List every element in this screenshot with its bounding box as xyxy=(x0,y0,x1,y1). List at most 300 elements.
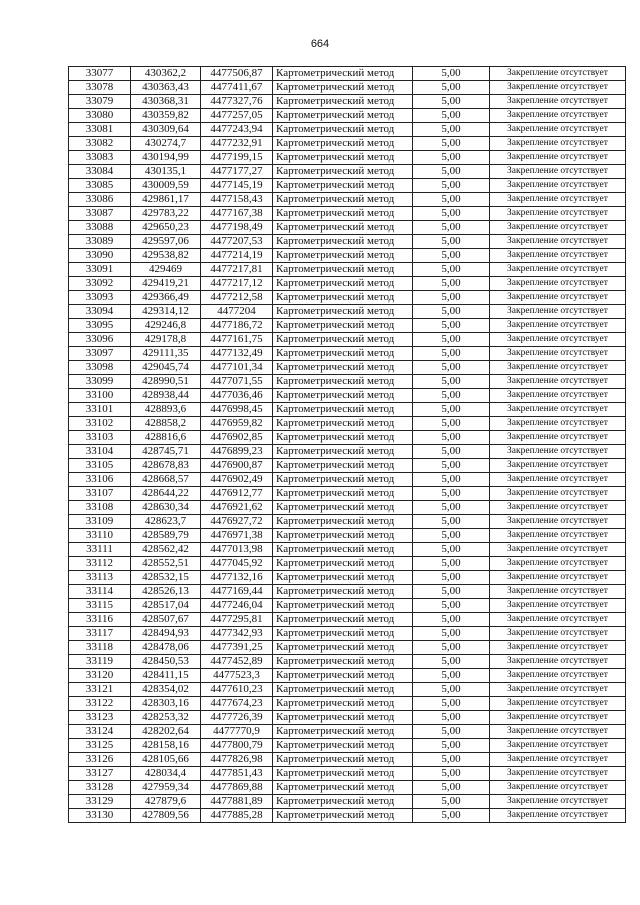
accuracy-cell: 5,00 xyxy=(413,319,490,333)
x-coordinate-cell: 429178,8 xyxy=(131,333,201,347)
method-cell: Картометрический метод xyxy=(273,501,413,515)
fixation-note-cell: Закрепление отсутствует xyxy=(490,389,626,403)
table-row xyxy=(69,235,626,249)
fixation-note-cell: Закрепление отсутствует xyxy=(490,67,626,81)
point-number-cell: 33125 xyxy=(69,739,131,753)
y-coordinate-cell: 4476899,23 xyxy=(201,445,273,459)
table-row xyxy=(69,725,626,739)
table-row xyxy=(69,473,626,487)
point-number-cell: 33110 xyxy=(69,529,131,543)
x-coordinate-cell: 430135,1 xyxy=(131,165,201,179)
fixation-note-cell: Закрепление отсутствует xyxy=(490,375,626,389)
x-coordinate-cell: 428552,51 xyxy=(131,557,201,571)
y-coordinate-cell: 4477167,38 xyxy=(201,207,273,221)
accuracy-cell: 5,00 xyxy=(413,291,490,305)
fixation-note-cell: Закрепление отсутствует xyxy=(490,81,626,95)
table-row xyxy=(69,641,626,655)
y-coordinate-cell: 4477411,67 xyxy=(201,81,273,95)
fixation-note-cell: Закрепление отсутствует xyxy=(490,333,626,347)
accuracy-cell: 5,00 xyxy=(413,599,490,613)
table-row xyxy=(69,487,626,501)
table-row xyxy=(69,81,626,95)
method-cell: Картометрический метод xyxy=(273,557,413,571)
table-row xyxy=(69,291,626,305)
fixation-note-cell: Закрепление отсутствует xyxy=(490,417,626,431)
accuracy-cell: 5,00 xyxy=(413,277,490,291)
fixation-note-cell: Закрепление отсутствует xyxy=(490,193,626,207)
x-coordinate-cell: 428105,66 xyxy=(131,753,201,767)
x-coordinate-cell: 429469 xyxy=(131,263,201,277)
point-number-cell: 33128 xyxy=(69,781,131,795)
point-number-cell: 33081 xyxy=(69,123,131,137)
point-number-cell: 33097 xyxy=(69,347,131,361)
method-cell: Картометрический метод xyxy=(273,81,413,95)
table-row xyxy=(69,123,626,137)
accuracy-cell: 5,00 xyxy=(413,683,490,697)
x-coordinate-cell: 428450,53 xyxy=(131,655,201,669)
fixation-note-cell: Закрепление отсутствует xyxy=(490,249,626,263)
method-cell: Картометрический метод xyxy=(273,109,413,123)
fixation-note-cell: Закрепление отсутствует xyxy=(490,683,626,697)
fixation-note-cell: Закрепление отсутствует xyxy=(490,319,626,333)
accuracy-cell: 5,00 xyxy=(413,725,490,739)
point-number-cell: 33089 xyxy=(69,235,131,249)
table-row xyxy=(69,515,626,529)
method-cell: Картометрический метод xyxy=(273,263,413,277)
table-row xyxy=(69,375,626,389)
point-number-cell: 33121 xyxy=(69,683,131,697)
accuracy-cell: 5,00 xyxy=(413,81,490,95)
y-coordinate-cell: 4477217,12 xyxy=(201,277,273,291)
x-coordinate-cell: 427959,34 xyxy=(131,781,201,795)
accuracy-cell: 5,00 xyxy=(413,249,490,263)
method-cell: Картометрический метод xyxy=(273,305,413,319)
accuracy-cell: 5,00 xyxy=(413,487,490,501)
point-number-cell: 33080 xyxy=(69,109,131,123)
accuracy-cell: 5,00 xyxy=(413,193,490,207)
point-number-cell: 33086 xyxy=(69,193,131,207)
x-coordinate-cell: 429111,35 xyxy=(131,347,201,361)
x-coordinate-cell: 429246,8 xyxy=(131,319,201,333)
point-number-cell: 33129 xyxy=(69,795,131,809)
point-number-cell: 33122 xyxy=(69,697,131,711)
accuracy-cell: 5,00 xyxy=(413,641,490,655)
table-row xyxy=(69,683,626,697)
fixation-note-cell: Закрепление отсутствует xyxy=(490,179,626,193)
fixation-note-cell: Закрепление отсутствует xyxy=(490,263,626,277)
point-number-cell: 33124 xyxy=(69,725,131,739)
accuracy-cell: 5,00 xyxy=(413,557,490,571)
table-row xyxy=(69,249,626,263)
fixation-note-cell: Закрепление отсутствует xyxy=(490,781,626,795)
method-cell: Картометрический метод xyxy=(273,571,413,585)
x-coordinate-cell: 427809,56 xyxy=(131,809,201,823)
y-coordinate-cell: 4477158,43 xyxy=(201,193,273,207)
point-number-cell: 33107 xyxy=(69,487,131,501)
accuracy-cell: 5,00 xyxy=(413,809,490,823)
accuracy-cell: 5,00 xyxy=(413,333,490,347)
table-row xyxy=(69,361,626,375)
point-number-cell: 33109 xyxy=(69,515,131,529)
x-coordinate-cell: 429650,23 xyxy=(131,221,201,235)
fixation-note-cell: Закрепление отсутствует xyxy=(490,109,626,123)
point-number-cell: 33111 xyxy=(69,543,131,557)
table-row xyxy=(69,193,626,207)
table-row xyxy=(69,263,626,277)
table-row xyxy=(69,179,626,193)
table-row xyxy=(69,165,626,179)
x-coordinate-cell: 428158,16 xyxy=(131,739,201,753)
x-coordinate-cell: 428668,57 xyxy=(131,473,201,487)
fixation-note-cell: Закрепление отсутствует xyxy=(490,515,626,529)
point-number-cell: 33099 xyxy=(69,375,131,389)
point-number-cell: 33106 xyxy=(69,473,131,487)
table-row xyxy=(69,333,626,347)
point-number-cell: 33100 xyxy=(69,389,131,403)
table-row xyxy=(69,599,626,613)
x-coordinate-cell: 428858,2 xyxy=(131,417,201,431)
y-coordinate-cell: 4477391,25 xyxy=(201,641,273,655)
fixation-note-cell: Закрепление отсутствует xyxy=(490,641,626,655)
accuracy-cell: 5,00 xyxy=(413,543,490,557)
accuracy-cell: 5,00 xyxy=(413,389,490,403)
method-cell: Картометрический метод xyxy=(273,319,413,333)
x-coordinate-cell: 430363,43 xyxy=(131,81,201,95)
point-number-cell: 33116 xyxy=(69,613,131,627)
method-cell: Картометрический метод xyxy=(273,235,413,249)
accuracy-cell: 5,00 xyxy=(413,739,490,753)
point-number-cell: 33112 xyxy=(69,557,131,571)
fixation-note-cell: Закрепление отсутствует xyxy=(490,613,626,627)
method-cell: Картометрический метод xyxy=(273,67,413,81)
x-coordinate-cell: 428990,51 xyxy=(131,375,201,389)
y-coordinate-cell: 4477212,58 xyxy=(201,291,273,305)
fixation-note-cell: Закрепление отсутствует xyxy=(490,725,626,739)
point-number-cell: 33123 xyxy=(69,711,131,725)
y-coordinate-cell: 4477036,46 xyxy=(201,389,273,403)
accuracy-cell: 5,00 xyxy=(413,95,490,109)
table-row xyxy=(69,389,626,403)
fixation-note-cell: Закрепление отсутствует xyxy=(490,697,626,711)
point-number-cell: 33096 xyxy=(69,333,131,347)
table-row xyxy=(69,277,626,291)
point-number-cell: 33087 xyxy=(69,207,131,221)
method-cell: Картометрический метод xyxy=(273,417,413,431)
accuracy-cell: 5,00 xyxy=(413,431,490,445)
point-number-cell: 33094 xyxy=(69,305,131,319)
point-number-cell: 33120 xyxy=(69,669,131,683)
y-coordinate-cell: 4477169,44 xyxy=(201,585,273,599)
method-cell: Картометрический метод xyxy=(273,711,413,725)
accuracy-cell: 5,00 xyxy=(413,501,490,515)
y-coordinate-cell: 4477132,16 xyxy=(201,571,273,585)
table-row xyxy=(69,697,626,711)
accuracy-cell: 5,00 xyxy=(413,109,490,123)
y-coordinate-cell: 4476959,82 xyxy=(201,417,273,431)
point-number-cell: 33101 xyxy=(69,403,131,417)
x-coordinate-cell: 429045,74 xyxy=(131,361,201,375)
y-coordinate-cell: 4476912,77 xyxy=(201,487,273,501)
fixation-note-cell: Закрепление отсутствует xyxy=(490,221,626,235)
fixation-note-cell: Закрепление отсутствует xyxy=(490,501,626,515)
table-row xyxy=(69,529,626,543)
y-coordinate-cell: 4477177,27 xyxy=(201,165,273,179)
method-cell: Картометрический метод xyxy=(273,585,413,599)
x-coordinate-cell: 428507,67 xyxy=(131,613,201,627)
method-cell: Картометрический метод xyxy=(273,165,413,179)
fixation-note-cell: Закрепление отсутствует xyxy=(490,137,626,151)
fixation-note-cell: Закрепление отсутствует xyxy=(490,529,626,543)
fixation-note-cell: Закрепление отсутствует xyxy=(490,487,626,501)
table-row xyxy=(69,151,626,165)
y-coordinate-cell: 4476998,45 xyxy=(201,403,273,417)
accuracy-cell: 5,00 xyxy=(413,445,490,459)
method-cell: Картометрический метод xyxy=(273,389,413,403)
y-coordinate-cell: 4476900,87 xyxy=(201,459,273,473)
point-number-cell: 33077 xyxy=(69,67,131,81)
accuracy-cell: 5,00 xyxy=(413,627,490,641)
y-coordinate-cell: 4477199,15 xyxy=(201,151,273,165)
point-number-cell: 33105 xyxy=(69,459,131,473)
x-coordinate-cell: 428526,13 xyxy=(131,585,201,599)
accuracy-cell: 5,00 xyxy=(413,67,490,81)
table-row xyxy=(69,221,626,235)
table-row xyxy=(69,781,626,795)
table-row xyxy=(69,403,626,417)
accuracy-cell: 5,00 xyxy=(413,403,490,417)
x-coordinate-cell: 428893,6 xyxy=(131,403,201,417)
method-cell: Картометрический метод xyxy=(273,669,413,683)
y-coordinate-cell: 4477101,34 xyxy=(201,361,273,375)
x-coordinate-cell: 428630,34 xyxy=(131,501,201,515)
method-cell: Картометрический метод xyxy=(273,277,413,291)
table-row xyxy=(69,767,626,781)
accuracy-cell: 5,00 xyxy=(413,361,490,375)
accuracy-cell: 5,00 xyxy=(413,767,490,781)
method-cell: Картометрический метод xyxy=(273,809,413,823)
fixation-note-cell: Закрепление отсутствует xyxy=(490,95,626,109)
point-number-cell: 33130 xyxy=(69,809,131,823)
method-cell: Картометрический метод xyxy=(273,781,413,795)
fixation-note-cell: Закрепление отсутствует xyxy=(490,585,626,599)
x-coordinate-cell: 428644,22 xyxy=(131,487,201,501)
fixation-note-cell: Закрепление отсутствует xyxy=(490,277,626,291)
coordinates-table-body xyxy=(69,67,626,823)
page-number: 664 xyxy=(310,38,330,50)
method-cell: Картометрический метод xyxy=(273,473,413,487)
y-coordinate-cell: 4476902,85 xyxy=(201,431,273,445)
method-cell: Картометрический метод xyxy=(273,641,413,655)
fixation-note-cell: Закрепление отсутствует xyxy=(490,711,626,725)
method-cell: Картометрический метод xyxy=(273,739,413,753)
accuracy-cell: 5,00 xyxy=(413,347,490,361)
point-number-cell: 33118 xyxy=(69,641,131,655)
point-number-cell: 33098 xyxy=(69,361,131,375)
x-coordinate-cell: 430359,82 xyxy=(131,109,201,123)
table-row xyxy=(69,417,626,431)
point-number-cell: 33091 xyxy=(69,263,131,277)
fixation-note-cell: Закрепление отсутствует xyxy=(490,445,626,459)
x-coordinate-cell: 428816,6 xyxy=(131,431,201,445)
y-coordinate-cell: 4476927,72 xyxy=(201,515,273,529)
x-coordinate-cell: 429419,21 xyxy=(131,277,201,291)
y-coordinate-cell: 4477207,53 xyxy=(201,235,273,249)
table-row xyxy=(69,137,626,151)
fixation-note-cell: Закрепление отсутствует xyxy=(490,291,626,305)
accuracy-cell: 5,00 xyxy=(413,711,490,725)
y-coordinate-cell: 4477452,89 xyxy=(201,655,273,669)
point-number-cell: 33088 xyxy=(69,221,131,235)
y-coordinate-cell: 4477232,91 xyxy=(201,137,273,151)
method-cell: Картометрический метод xyxy=(273,137,413,151)
accuracy-cell: 5,00 xyxy=(413,137,490,151)
fixation-note-cell: Закрепление отсутствует xyxy=(490,543,626,557)
y-coordinate-cell: 4477800,79 xyxy=(201,739,273,753)
fixation-note-cell: Закрепление отсутствует xyxy=(490,655,626,669)
x-coordinate-cell: 430009,59 xyxy=(131,179,201,193)
point-number-cell: 33095 xyxy=(69,319,131,333)
method-cell: Картометрический метод xyxy=(273,249,413,263)
accuracy-cell: 5,00 xyxy=(413,179,490,193)
method-cell: Картометрический метод xyxy=(273,123,413,137)
y-coordinate-cell: 4477243,94 xyxy=(201,123,273,137)
table-row xyxy=(69,459,626,473)
table-row xyxy=(69,501,626,515)
point-number-cell: 33079 xyxy=(69,95,131,109)
accuracy-cell: 5,00 xyxy=(413,529,490,543)
point-number-cell: 33085 xyxy=(69,179,131,193)
y-coordinate-cell: 4477506,87 xyxy=(201,67,273,81)
point-number-cell: 33117 xyxy=(69,627,131,641)
accuracy-cell: 5,00 xyxy=(413,207,490,221)
table-row xyxy=(69,109,626,123)
y-coordinate-cell: 4476921,62 xyxy=(201,501,273,515)
table-row xyxy=(69,571,626,585)
y-coordinate-cell: 4477342,93 xyxy=(201,627,273,641)
method-cell: Картометрический метод xyxy=(273,543,413,557)
table-row xyxy=(69,809,626,823)
point-number-cell: 33078 xyxy=(69,81,131,95)
accuracy-cell: 5,00 xyxy=(413,263,490,277)
x-coordinate-cell: 429314,12 xyxy=(131,305,201,319)
accuracy-cell: 5,00 xyxy=(413,221,490,235)
fixation-note-cell: Закрепление отсутствует xyxy=(490,431,626,445)
x-coordinate-cell: 429366,49 xyxy=(131,291,201,305)
point-number-cell: 33093 xyxy=(69,291,131,305)
table-row xyxy=(69,305,626,319)
y-coordinate-cell: 4477204 xyxy=(201,305,273,319)
table-row xyxy=(69,613,626,627)
table-row xyxy=(69,627,626,641)
y-coordinate-cell: 4477246,04 xyxy=(201,599,273,613)
table-row xyxy=(69,445,626,459)
point-number-cell: 33102 xyxy=(69,417,131,431)
point-number-cell: 33108 xyxy=(69,501,131,515)
y-coordinate-cell: 4476902,49 xyxy=(201,473,273,487)
x-coordinate-cell: 430194,99 xyxy=(131,151,201,165)
x-coordinate-cell: 430309,64 xyxy=(131,123,201,137)
point-number-cell: 33103 xyxy=(69,431,131,445)
x-coordinate-cell: 429783,22 xyxy=(131,207,201,221)
point-number-cell: 33127 xyxy=(69,767,131,781)
y-coordinate-cell: 4477674,23 xyxy=(201,697,273,711)
fixation-note-cell: Закрепление отсутствует xyxy=(490,459,626,473)
x-coordinate-cell: 427879,6 xyxy=(131,795,201,809)
method-cell: Картометрический метод xyxy=(273,179,413,193)
method-cell: Картометрический метод xyxy=(273,333,413,347)
method-cell: Картометрический метод xyxy=(273,459,413,473)
y-coordinate-cell: 4477186,72 xyxy=(201,319,273,333)
point-number-cell: 33083 xyxy=(69,151,131,165)
accuracy-cell: 5,00 xyxy=(413,515,490,529)
table-row xyxy=(69,431,626,445)
fixation-note-cell: Закрепление отсутствует xyxy=(490,795,626,809)
y-coordinate-cell: 4477257,05 xyxy=(201,109,273,123)
coordinates-table xyxy=(68,66,626,823)
x-coordinate-cell: 428532,15 xyxy=(131,571,201,585)
method-cell: Картометрический метод xyxy=(273,221,413,235)
fixation-note-cell: Закрепление отсутствует xyxy=(490,123,626,137)
fixation-note-cell: Закрепление отсутствует xyxy=(490,557,626,571)
accuracy-cell: 5,00 xyxy=(413,235,490,249)
fixation-note-cell: Закрепление отсутствует xyxy=(490,403,626,417)
accuracy-cell: 5,00 xyxy=(413,585,490,599)
table-row xyxy=(69,655,626,669)
accuracy-cell: 5,00 xyxy=(413,417,490,431)
fixation-note-cell: Закрепление отсутствует xyxy=(490,571,626,585)
y-coordinate-cell: 4477610,23 xyxy=(201,683,273,697)
table-row xyxy=(69,753,626,767)
x-coordinate-cell: 428938,44 xyxy=(131,389,201,403)
method-cell: Картометрический метод xyxy=(273,95,413,109)
accuracy-cell: 5,00 xyxy=(413,697,490,711)
table-row xyxy=(69,67,626,81)
y-coordinate-cell: 4477726,39 xyxy=(201,711,273,725)
method-cell: Картометрический метод xyxy=(273,613,413,627)
method-cell: Картометрический метод xyxy=(273,697,413,711)
accuracy-cell: 5,00 xyxy=(413,375,490,389)
fixation-note-cell: Закрепление отсутствует xyxy=(490,753,626,767)
x-coordinate-cell: 430362,2 xyxy=(131,67,201,81)
method-cell: Картометрический метод xyxy=(273,725,413,739)
x-coordinate-cell: 428517,04 xyxy=(131,599,201,613)
y-coordinate-cell: 4477045,92 xyxy=(201,557,273,571)
fixation-note-cell: Закрепление отсутствует xyxy=(490,361,626,375)
y-coordinate-cell: 4477327,76 xyxy=(201,95,273,109)
method-cell: Картометрический метод xyxy=(273,207,413,221)
y-coordinate-cell: 4477851,43 xyxy=(201,767,273,781)
method-cell: Картометрический метод xyxy=(273,431,413,445)
accuracy-cell: 5,00 xyxy=(413,669,490,683)
x-coordinate-cell: 428623,7 xyxy=(131,515,201,529)
x-coordinate-cell: 428494,93 xyxy=(131,627,201,641)
accuracy-cell: 5,00 xyxy=(413,571,490,585)
method-cell: Картометрический метод xyxy=(273,347,413,361)
y-coordinate-cell: 4477295,81 xyxy=(201,613,273,627)
method-cell: Картометрический метод xyxy=(273,151,413,165)
point-number-cell: 33114 xyxy=(69,585,131,599)
method-cell: Картометрический метод xyxy=(273,753,413,767)
method-cell: Картометрический метод xyxy=(273,655,413,669)
fixation-note-cell: Закрепление отсутствует xyxy=(490,599,626,613)
fixation-note-cell: Закрепление отсутствует xyxy=(490,669,626,683)
x-coordinate-cell: 428478,06 xyxy=(131,641,201,655)
accuracy-cell: 5,00 xyxy=(413,795,490,809)
accuracy-cell: 5,00 xyxy=(413,459,490,473)
y-coordinate-cell: 4477013,98 xyxy=(201,543,273,557)
point-number-cell: 33119 xyxy=(69,655,131,669)
table-row xyxy=(69,711,626,725)
